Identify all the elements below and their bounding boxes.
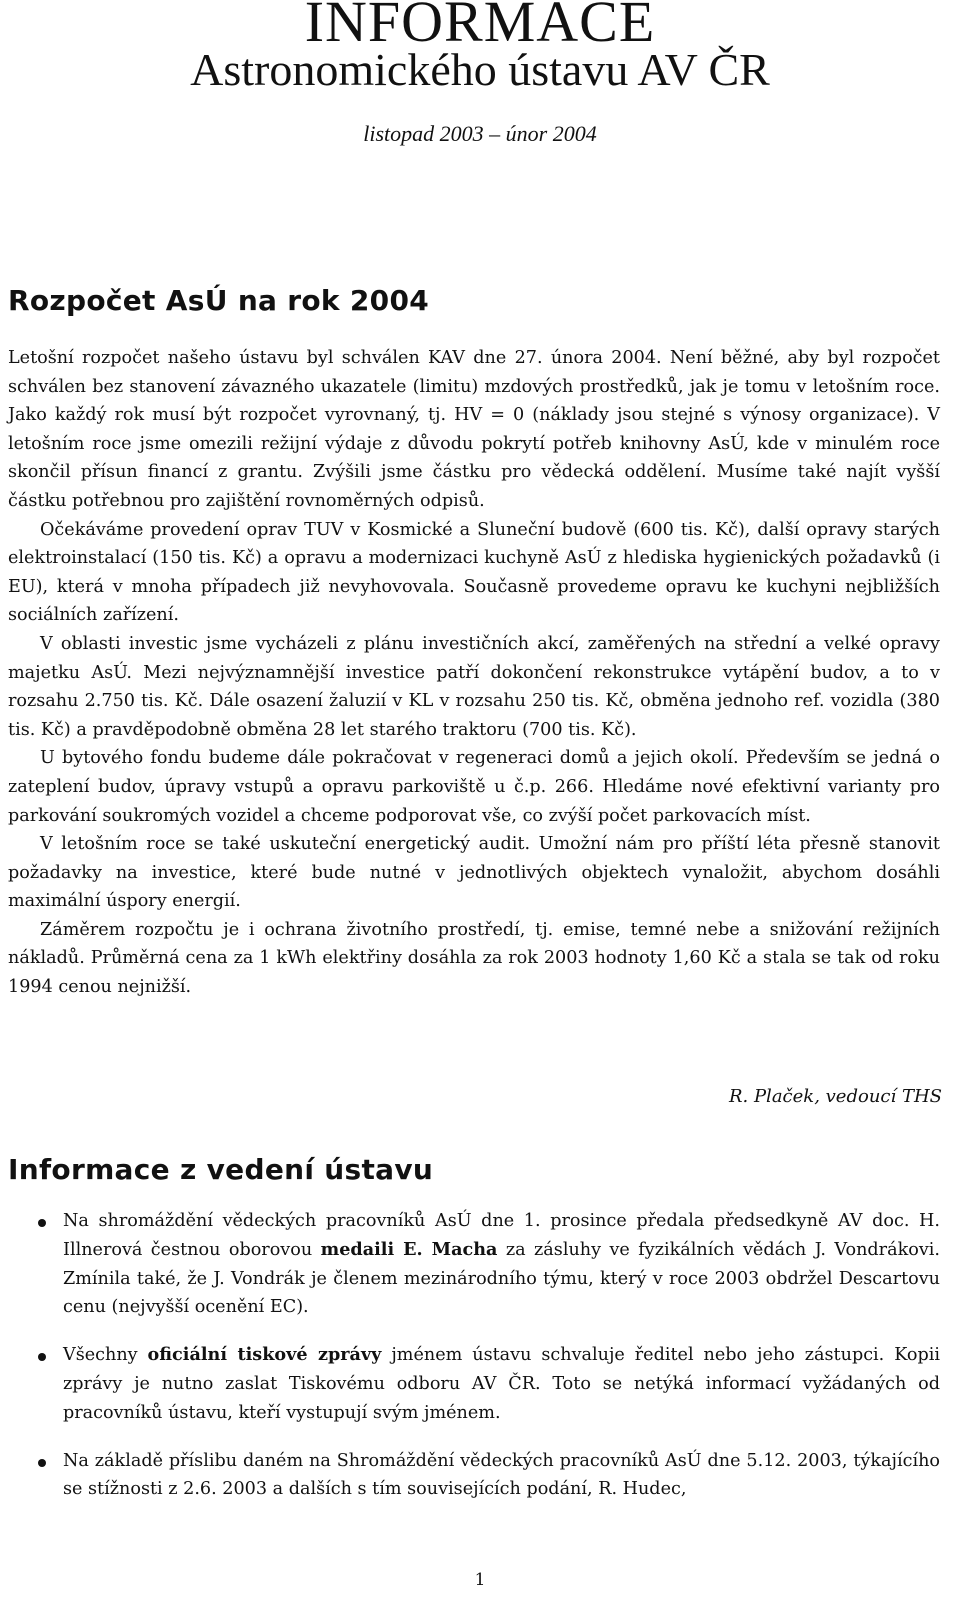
author-signature: R. Plaček, vedoucí THS [728,1086,942,1107]
budget-paragraph: U bytového fondu budeme dále pokračovat v regeneraci domů a jejich okolí. Především se jedná o zateplení budov, úpravy vstupů a opravu parkoviště u č.p. 266. Hledáme nové efektivní varianty pro parkování soukromých vozidel a chceme podporovat vše, co zvýší počet parkovacích míst. [8,748,940,826]
item-text: Všechny [63,1345,148,1366]
bullet-icon [38,1459,46,1467]
management-news-list [0,1207,940,1504]
newsletter-title: INFORMACE [304,0,656,54]
section-heading-budget: Rozpočet AsÚ na rok 2004 [8,284,430,317]
budget-paragraph: Záměrem rozpočtu je i ochrana životního prostředí, tj. emise, temné nebe a snižování režijních nákladů. Průměrná cena za 1 kWh elektřiny dosáhla za rok 2003 hodnoty 1,60 Kč a stala se tak od roku 1994 cenou nejnižší. [8,919,940,998]
item-text: jménem ústavu schvaluje ředitel nebo jeho zástupci. Kopii zprávy je nutno zaslat Tiskovému odboru AV ČR. Toto se netýká informací vyžádaných od pracovníků ústavu, kteří vystupují svým jménem. [63,1345,940,1423]
bullet-icon [38,1219,46,1227]
list-item [0,1207,940,1322]
budget-article [8,344,940,1002]
budget-paragraph: V oblasti investic jsme vycházeli z plánu investičních akcí, zaměřených na střední a velké opravy majetku AsÚ. Mezi nejvýznamnější investice patří dokončení rekonstrukce vytápění budov, a to v rozsahu 2.750 tis. Kč. Dále osazení žaluzií v KL v rozsahu 250 tis. Kč, obměna jednoho ref. vozidla (380 tis. Kč) a pravděpodobně obměna 28 let starého traktoru (700 tis. Kč). [8,633,940,740]
list-item [0,1341,940,1427]
budget-paragraph: V letošním roce se také uskuteční energetický audit. Umožní nám pro příští léta přesně stanovit požadavky na investice, které bude nutné v jednotlivých objektech vynaložit, abychom dosáhli maximální úspory energií. [8,834,940,912]
item-emphasis: oficiální tiskové zprávy [147,1344,382,1366]
page-number: 1 [474,1570,486,1590]
issue-date: listopad 2003 – únor 2004 [363,121,597,146]
bullet-icon [38,1353,46,1361]
item-emphasis: medaili E. Macha [320,1238,498,1260]
budget-paragraph: Očekáváme provedení oprav TUV v Kosmické a Sluneční budově (600 tis. Kč), další opravy starých elektroinstalací (150 tis. Kč) a opravu a modernizaci kuchyně AsÚ z hlediska hygienických požadavků (i EU), která v mnoha případech již nevyhovovala. Současně provedeme opravu ke kuchyni nejbližších sociálních zařízení. [8,519,940,626]
newsletter-subtitle: Astronomického ústavu AV ČR [190,44,770,95]
item-text: Na shromáždění vědeckých pracovníků AsÚ dne 1. prosince předala předsedkyně AV doc. H. Illnerová čestnou oborovou [63,1211,940,1260]
item-text: za zásluhy ve fyzikálních vědách J. Vondrákovi. Zmínila také, že J. Vondrák je členem mezinárodního týmu, který v roce 2003 obdržel Descartovu cenu (nejvyšší ocenění EC). [63,1239,940,1318]
list-item [0,1447,940,1505]
budget-paragraph: Letošní rozpočet našeho ústavu byl schválen KAV dne 27. února 2004. Není běžné, aby byl rozpočet schválen bez stanovení závazného ukazatele (limitu) mzdových prostředků, jak je tomu v letošním roce. Jako každý rok musí být rozpočet vyrovnaný, tj. HV = 0 (náklady jsou stejné s výnosy organizace). V letošním roce jsme omezili režijní výdaje z důvodu pokrytí potřeb knihovny AsÚ, kde v minulém roce skončil přísun financí z grantu. Zvýšili jsme částku pro vědecká oddělení. Musíme také najít vyšší částku potřebnou pro zajištění rovnoměrných odpisů. [8,348,940,511]
item-text: Na základě příslibu daném na Shromáždění vědeckých pracovníků AsÚ dne 5.12. 2003, týkajícího se stížnosti z 2.6. 2003 a dalších s tím souvisejících podání, R. Hudec, [63,1450,940,1500]
section-heading-management: Informace z vedení ústavu [8,1153,434,1186]
